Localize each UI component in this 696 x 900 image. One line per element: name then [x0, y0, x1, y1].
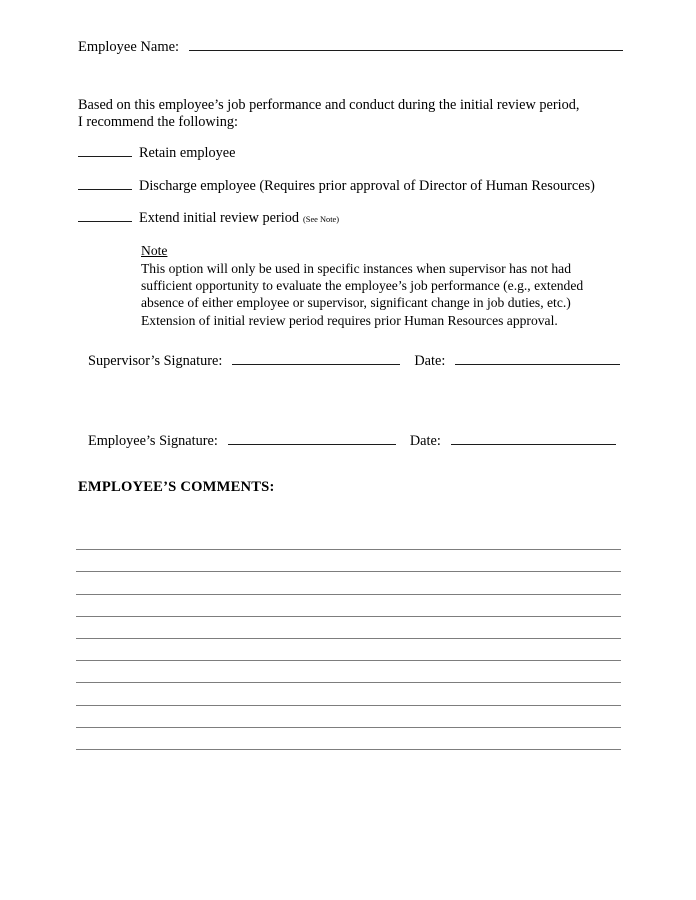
supervisor-signature-input[interactable]	[232, 352, 400, 365]
employee-name-input[interactable]	[189, 38, 623, 51]
employee-comments-area	[76, 528, 621, 750]
note-block	[141, 242, 596, 329]
comment-line[interactable]	[76, 617, 621, 639]
supervisor-signature-label: Supervisor’s Signature:	[88, 353, 223, 369]
option-blank-retain-employee[interactable]	[78, 145, 132, 157]
option-label-extend-review-period: Extend initial review period	[139, 210, 299, 226]
supervisor-date-input[interactable]	[455, 352, 620, 365]
employee-name-field-row	[78, 38, 623, 56]
note-line-3: absence of either employee or supervisor, significant change in job duties, etc.)	[141, 295, 571, 311]
note-line-1: This option will only be used in specific instances when supervisor has not had	[141, 261, 572, 277]
intro-paragraph: Based on this employee’s job performance and conduct during the initial review period, I recommend the following:	[78, 97, 580, 131]
option-row-retain-employee	[78, 145, 235, 162]
comment-line[interactable]	[76, 728, 621, 750]
note-heading: Note	[141, 243, 168, 258]
employee-signature-input[interactable]	[228, 432, 396, 445]
option-row-discharge-employee	[78, 178, 595, 195]
note-line-2: sufficient opportunity to evaluate the employee’s job performance (e.g., extended	[141, 278, 584, 294]
employee-comments-heading: EMPLOYEE’S COMMENTS:	[78, 479, 275, 495]
employee-signature-label: Employee’s Signature:	[88, 433, 218, 449]
see-note-annotation: (See Note)	[303, 215, 340, 224]
option-blank-discharge-employee[interactable]	[78, 178, 132, 190]
comment-line[interactable]	[76, 683, 621, 705]
comment-line[interactable]	[76, 661, 621, 683]
comment-line[interactable]	[76, 639, 621, 661]
employee-date-label: Date:	[409, 433, 441, 449]
comment-line[interactable]	[76, 528, 621, 550]
comment-line[interactable]	[76, 572, 621, 594]
comment-line[interactable]	[76, 550, 621, 572]
note-line-4: Extension of initial review period requires prior Human Resources approval.	[141, 312, 558, 328]
option-blank-extend-review-period[interactable]	[78, 210, 132, 222]
option-label-retain-employee: Retain employee	[139, 145, 236, 161]
employee-name-label: Employee Name:	[78, 39, 180, 55]
supervisor-date-label: Date:	[414, 353, 446, 369]
supervisor-signature-row	[88, 352, 623, 370]
employee-signature-row	[88, 432, 623, 450]
comment-line[interactable]	[76, 595, 621, 617]
note-body	[141, 260, 596, 329]
option-row-extend-review-period	[78, 210, 339, 227]
option-label-discharge-employee: Discharge employee (Requires prior approval of Director of Human Resources)	[139, 178, 595, 194]
employee-date-input[interactable]	[451, 432, 616, 445]
comment-line[interactable]	[76, 706, 621, 728]
